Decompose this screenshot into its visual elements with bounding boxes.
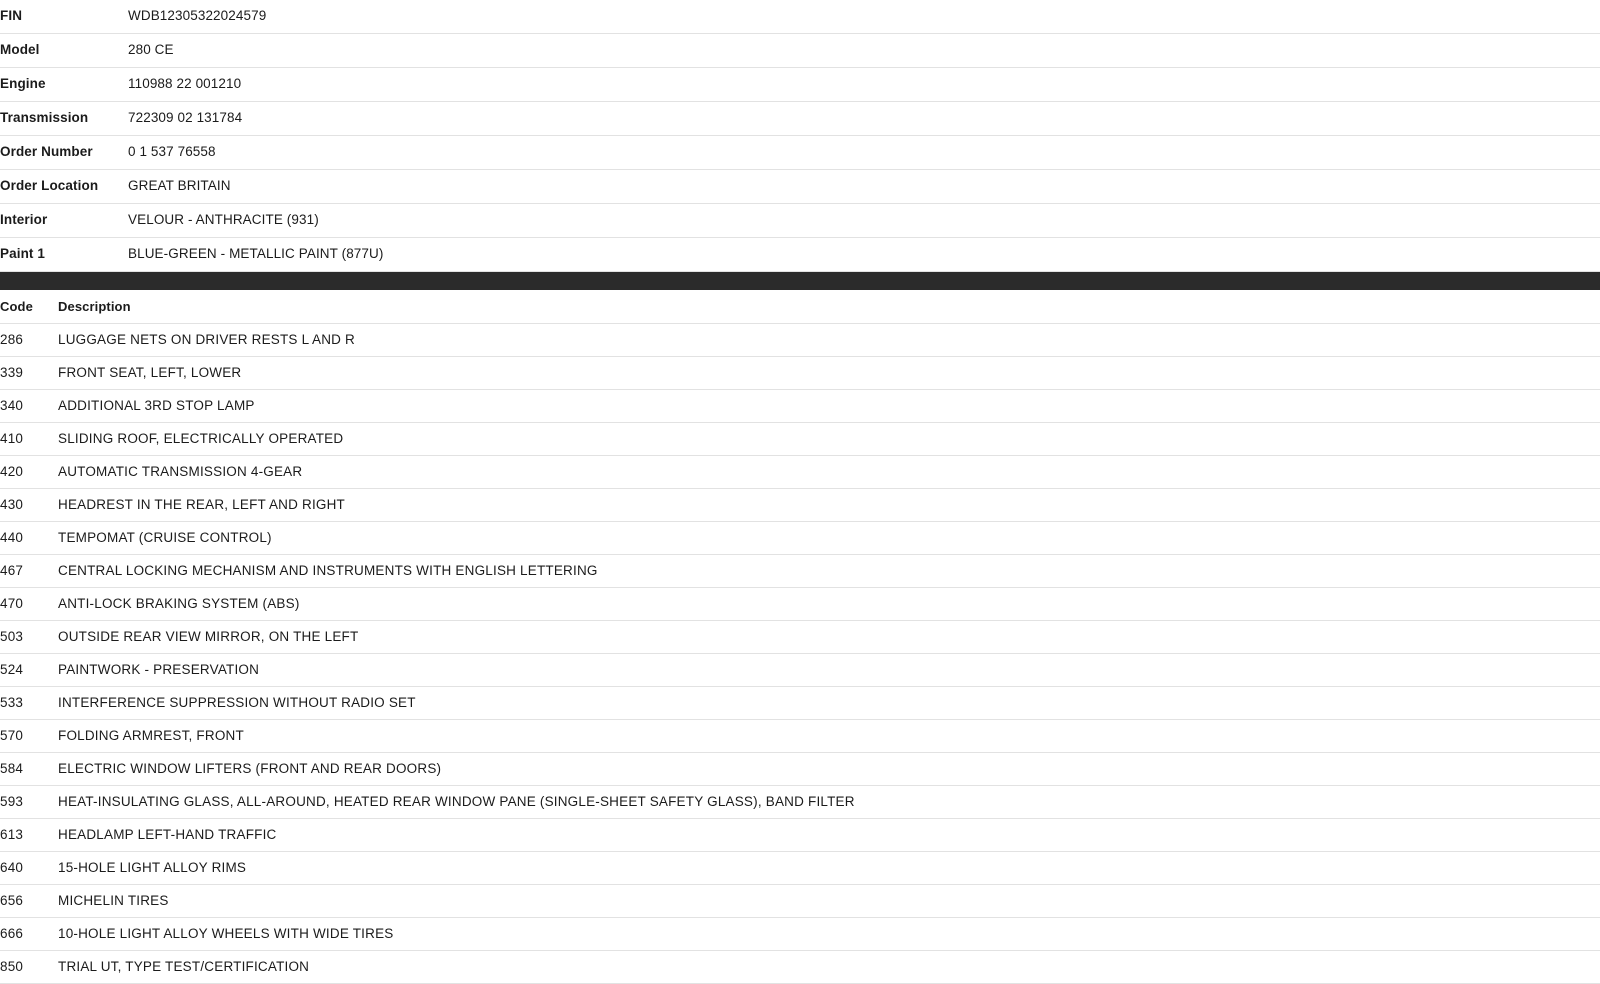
info-label: FIN: [0, 8, 23, 23]
table-row: [0, 753, 1600, 786]
vehicle-info-body: [0, 0, 1600, 272]
option-description: PAINTWORK - PRESERVATION: [58, 662, 260, 677]
table-row: [0, 951, 1600, 984]
option-description: TEMPOMAT (CRUISE CONTROL): [58, 530, 272, 545]
option-code: 666: [0, 926, 24, 941]
info-value: GREAT BRITAIN: [128, 178, 231, 193]
table-row: [0, 588, 1600, 621]
table-row: [0, 819, 1600, 852]
option-description: HEADREST IN THE REAR, LEFT AND RIGHT: [58, 497, 346, 512]
option-codes-table: [0, 290, 1600, 984]
info-value: WDB12305322024579: [128, 8, 267, 23]
table-row: [0, 456, 1600, 489]
option-code: 420: [0, 464, 24, 479]
option-code: 503: [0, 629, 24, 644]
table-row: [0, 357, 1600, 390]
info-label: Model: [0, 42, 40, 57]
option-code: 584: [0, 761, 24, 776]
info-value: 110988 22 001210: [128, 76, 242, 91]
table-row: [0, 423, 1600, 456]
table-row: [0, 102, 1600, 136]
table-row: [0, 786, 1600, 819]
table-row: [0, 390, 1600, 423]
info-value: VELOUR - ANTHRACITE (931): [128, 212, 319, 227]
info-label: Interior: [0, 212, 48, 227]
info-label: Engine: [0, 76, 46, 91]
table-row: [0, 489, 1600, 522]
option-code: 570: [0, 728, 24, 743]
option-code: 524: [0, 662, 24, 677]
option-description: LUGGAGE NETS ON DRIVER RESTS L AND R: [58, 332, 356, 347]
option-description: OUTSIDE REAR VIEW MIRROR, ON THE LEFT: [58, 629, 359, 644]
option-code: 850: [0, 959, 24, 974]
option-codes-body: [0, 324, 1600, 984]
option-description: MICHELIN TIRES: [58, 893, 169, 908]
vehicle-info-table: [0, 0, 1600, 272]
option-code: 593: [0, 794, 24, 809]
info-label: Order Location: [0, 178, 99, 193]
table-row: [0, 170, 1600, 204]
info-value: 0 1 537 76558: [128, 144, 216, 159]
table-row: [0, 0, 1600, 34]
option-code: 410: [0, 431, 24, 446]
option-description: FOLDING ARMREST, FRONT: [58, 728, 244, 743]
option-code: 640: [0, 860, 24, 875]
info-value: 280 CE: [128, 42, 174, 57]
info-value: 722309 02 131784: [128, 110, 243, 125]
option-code: 656: [0, 893, 24, 908]
option-description: ELECTRIC WINDOW LIFTERS (FRONT AND REAR DOORS): [58, 761, 442, 776]
info-label: Order Number: [0, 144, 93, 159]
option-description: SLIDING ROOF, ELECTRICALLY OPERATED: [58, 431, 344, 446]
table-row: [0, 621, 1600, 654]
info-label: Transmission: [0, 110, 89, 125]
table-row: [0, 204, 1600, 238]
table-row: [0, 555, 1600, 588]
option-code: 533: [0, 695, 24, 710]
option-description: HEAT-INSULATING GLASS, ALL-AROUND, HEATED REAR WINDOW PANE (SINGLE-SHEET SAFETY GLASS), BAND FILTER: [58, 794, 855, 809]
option-description: ADDITIONAL 3RD STOP LAMP: [58, 398, 255, 413]
option-code: 467: [0, 563, 24, 578]
table-row: [0, 918, 1600, 951]
option-description: INTERFERENCE SUPPRESSION WITHOUT RADIO SET: [58, 695, 416, 710]
table-row: [0, 720, 1600, 753]
option-code: 340: [0, 398, 24, 413]
option-code: 286: [0, 332, 24, 347]
table-row: [0, 852, 1600, 885]
table-row: [0, 34, 1600, 68]
option-code: 430: [0, 497, 24, 512]
section-divider-band: [0, 272, 1600, 290]
table-row: [0, 885, 1600, 918]
option-description: FRONT SEAT, LEFT, LOWER: [58, 365, 242, 380]
column-header-code: Code: [0, 299, 33, 314]
table-header-row: [0, 290, 1600, 324]
info-value: BLUE-GREEN - METALLIC PAINT (877U): [128, 246, 384, 261]
option-description: TRIAL UT, TYPE TEST/CERTIFICATION: [58, 959, 310, 974]
option-description: ANTI-LOCK BRAKING SYSTEM (ABS): [58, 596, 300, 611]
table-row: [0, 654, 1600, 687]
info-label: Paint 1: [0, 246, 45, 261]
option-codes-header: [0, 290, 1600, 324]
table-row: [0, 238, 1600, 272]
option-description: 15-HOLE LIGHT ALLOY RIMS: [58, 860, 247, 875]
option-code: 613: [0, 827, 24, 842]
option-description: CENTRAL LOCKING MECHANISM AND INSTRUMENTS WITH ENGLISH LETTERING: [58, 563, 598, 578]
option-code: 339: [0, 365, 24, 380]
table-row: [0, 136, 1600, 170]
option-code: 440: [0, 530, 24, 545]
option-code: 470: [0, 596, 24, 611]
table-row: [0, 522, 1600, 555]
option-description: AUTOMATIC TRANSMISSION 4-GEAR: [58, 464, 303, 479]
table-row: [0, 324, 1600, 357]
table-row: [0, 68, 1600, 102]
table-row: [0, 687, 1600, 720]
option-description: 10-HOLE LIGHT ALLOY WHEELS WITH WIDE TIRES: [58, 926, 394, 941]
option-description: HEADLAMP LEFT-HAND TRAFFIC: [58, 827, 277, 842]
column-header-description: Description: [58, 299, 131, 314]
